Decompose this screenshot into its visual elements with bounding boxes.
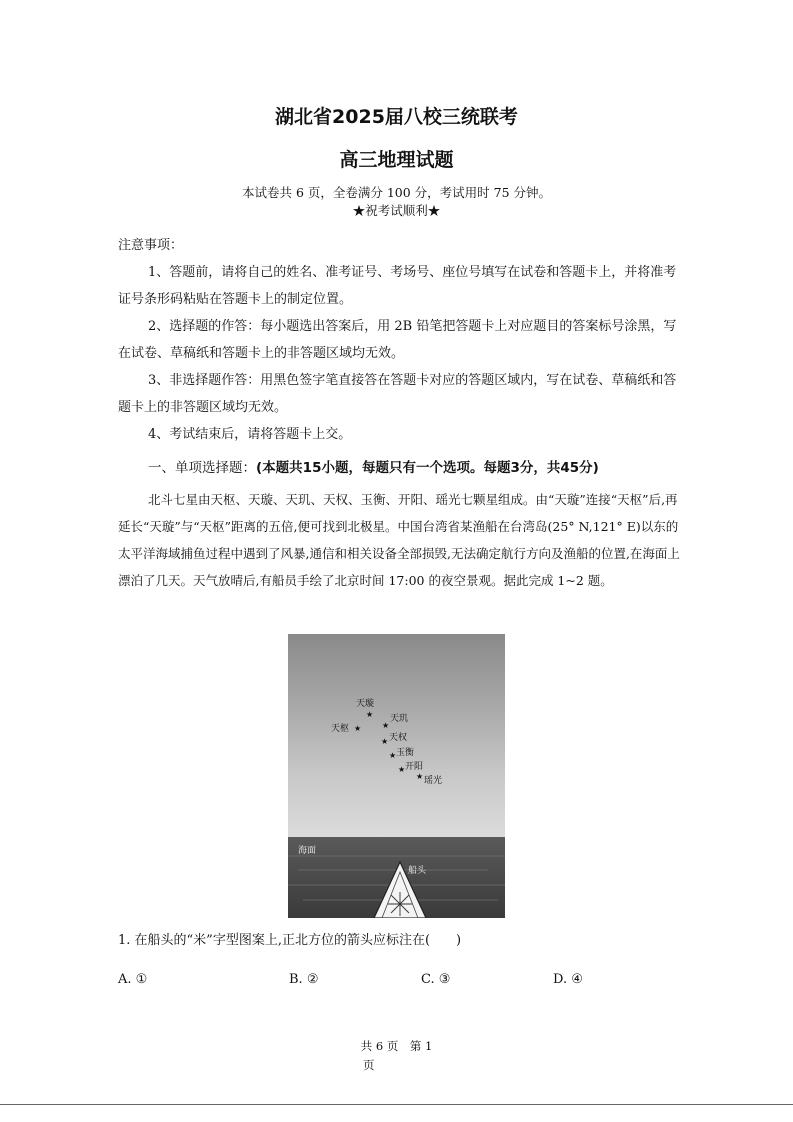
option-a[interactable]: A. ①: [118, 972, 148, 987]
notice-item-3: 3、非选择题作答：用黑色签字笔直接答在答题卡对应的答题区域内，写在试卷、草稿纸和答题卡上的非答题区域均无效。: [118, 373, 677, 415]
star-tianxuan: 天璇: [356, 699, 375, 709]
star-tianshu: 天枢: [331, 724, 350, 734]
section-rule: (本题共15小题，每题只有一个选项。每题3分，共45分): [256, 460, 599, 476]
notice-item-4: 4、考试结束后，请将答题卡上交。: [148, 427, 352, 442]
notice-heading: 注意事项：: [118, 238, 184, 253]
star-yuheng: 玉衡: [396, 748, 415, 758]
page-footer-continued: 页: [363, 1058, 375, 1072]
section-heading: [148, 456, 599, 476]
star-tianquan-mark: ★: [381, 737, 389, 746]
notice-item-2: 2、选择题的作答：每小题选出答案后，用 2B 铅笔把答题卡上对应题目的答案标号涂黑，写在试卷、草稿纸和答题卡上的非答题区域均无效。: [118, 319, 677, 361]
section-label: 一、单项选择题：: [148, 460, 256, 476]
star-tianji: 天玑: [390, 714, 409, 724]
bow-label: 船头: [408, 866, 427, 876]
page-bottom-divider: [0, 1104, 793, 1105]
option-c[interactable]: C. ③: [421, 972, 451, 987]
star-kaiyang: 开阳: [405, 762, 424, 772]
exam-title: 湖北省2025届八校三统联考: [275, 106, 518, 128]
exam-intro: 本试卷共 6 页，全卷满分 100 分，考试用时 75 分钟。: [241, 185, 552, 200]
star-tianji-mark: ★: [382, 721, 390, 730]
star-yaoguang: 瑶光: [424, 776, 443, 786]
option-b[interactable]: B. ②: [289, 972, 319, 987]
star-yaoguang-mark: ★: [416, 772, 424, 781]
material-text: 北斗七星由天枢、天璇、天玑、天权、玉衡、开阳、瑶光七颗星组成。由“天璇”连接“天枢”后,再延长“天璇”与“天枢”距离的五倍,便可找到北极星。中国台湾省某渔船在台湾岛(25° N,121° E)以东的太平洋海域捕鱼过程中遇到了风暴,通信和相关设备全部损毁,无法确定航行方向及渔船的位置,在海面上漂泊了几天。天气放晴后,有船员手绘了北京时间 17:00 的夜空景观。据此完成 1~2 题。: [118, 492, 680, 588]
page-footer: 共 6 页 第 1: [360, 1039, 433, 1053]
question-1-stem: 1. 在船头的“米”字型图案上,正北方位的箭头应标注在( ): [118, 933, 462, 948]
sea-label: 海面: [298, 846, 317, 856]
exam-wish: ★祝考试顺利★: [352, 203, 441, 218]
notice-item-1: 1、答题前，请将自己的姓名、准考证号、考场号、座位号填写在试卷和答题卡上，并将准考证号条形码粘贴在答题卡上的制定位置。: [118, 265, 677, 307]
star-tianquan: 天权: [389, 733, 408, 743]
star-tianxuan-mark: ★: [366, 710, 374, 719]
star-kaiyang-mark: ★: [398, 765, 406, 774]
night-sky-figure: [288, 634, 505, 918]
star-tianshu-mark: ★: [354, 724, 362, 733]
star-yuheng-mark: ★: [389, 751, 397, 760]
option-d[interactable]: D. ④: [553, 972, 583, 987]
mi-pattern: [388, 892, 412, 916]
exam-subtitle: 高三地理试题: [339, 149, 454, 171]
